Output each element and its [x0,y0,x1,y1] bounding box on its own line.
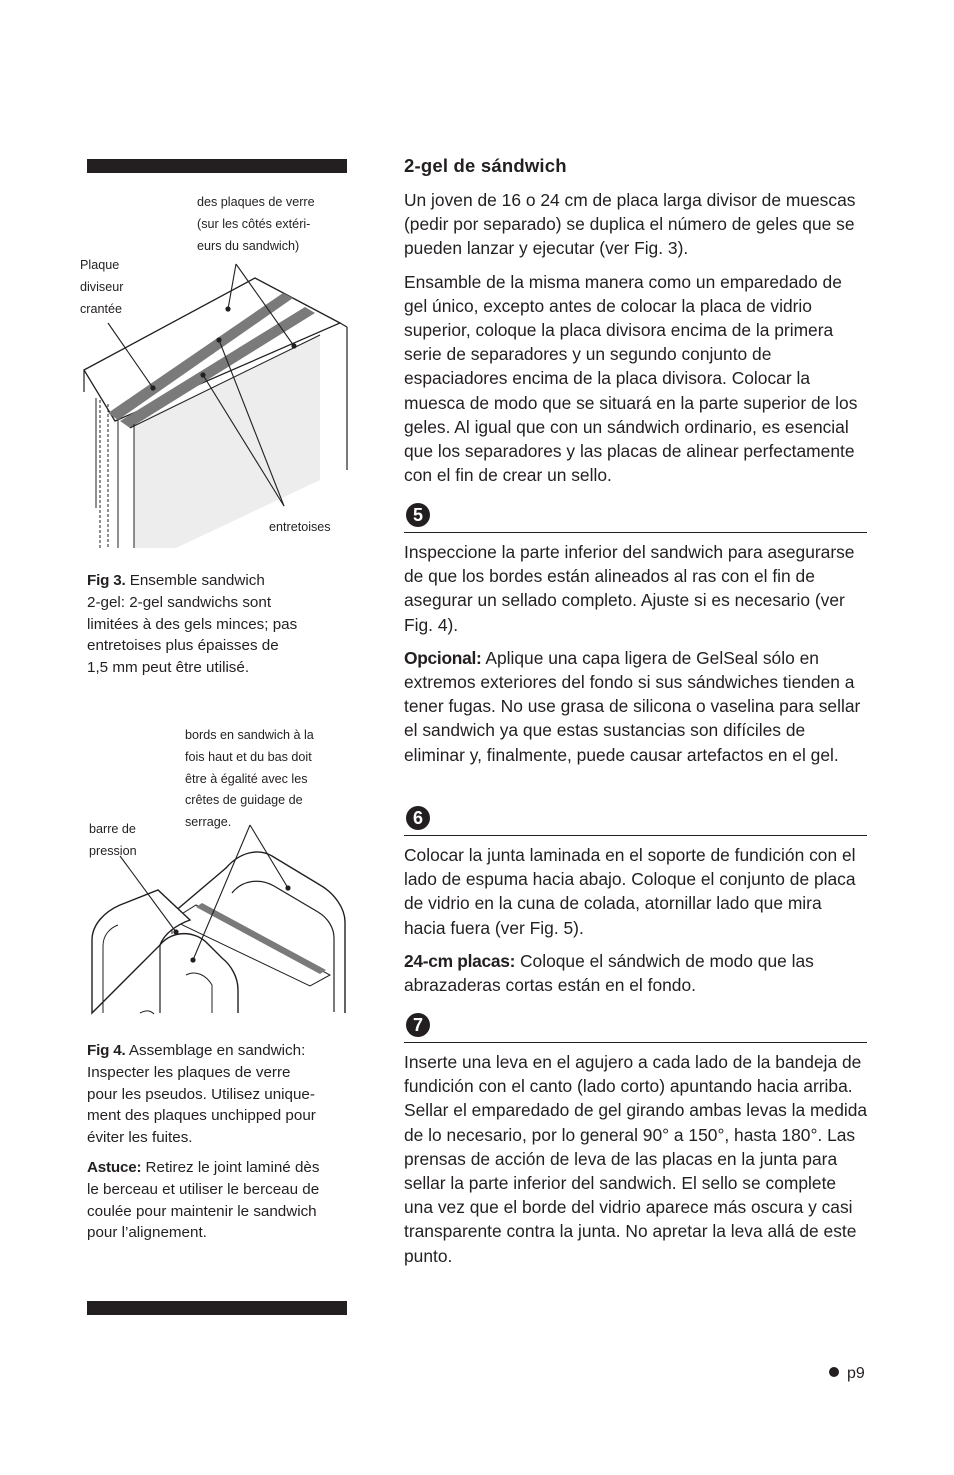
fig4-label-bar-line: barre de [89,822,136,836]
fig4-label-edges-line: fois haut et du bas doit [185,749,312,764]
note-label: Opcional: [404,647,482,668]
intro-paragraph: Ensamble de la misma manera como un emparedado de gel único, excepto antes de colocar la placa de vidrio superior, coloque la placa divisora encima de la primera serie de separadores y un segundo conjunto de espaciadores encima de la placa divisora. Colocar la muesca de modo que se situará en la parte superior de los geles. Al igual que con un sándwich ordinario, es esencial que los separadores y las placas de alinear perfectamente con el fin de crear un sello. [404,271,858,486]
step-text: Inserte una leva en el agujero a cada lado de la bandeja de fundición con el canto (lado corto) apuntando hacia arriba. Sellar el emparedado de gel girando ambas levas la medida de lo necesario, por lo general 90° a 150°, hasta 180°. Las prensas de acción de leva de las placas en la junta para sellar la parte inferior del sandwich. El sello se complete una vez que el borde del vidrio aparece más oscura y casi transparente contra la junta. No apretar la leva allá de este punto. [404,1052,868,1266]
fig4-tip-line: coulée pour maintenir le sandwich [87,1202,317,1220]
fig3-caption-line: 1,5 mm peut être utilisé. [87,659,250,677]
fig4-caption-line: ment des plaques unchipped pour [87,1107,316,1125]
fig4-label-edges-line: bords en sandwich à la [185,728,314,742]
fig4-caption-line: Inspecter les plaques de verre [87,1063,291,1081]
fig4-tip-label: Astuce: [87,1159,142,1176]
fig4-label-bar-line: pression [89,843,137,858]
note-label: 24-cm placas: [404,950,516,971]
page-number [829,1365,865,1383]
fig3-label-divider-line: Plaque [80,258,120,272]
fig3-caption-label: Fig 3. [87,572,126,589]
step-7-body [404,1050,868,1277]
step-text: Colocar la junta laminada en el soporte de fundición con el lado de espuma hacia abajo. Coloque el conjunto de placa de vidrio en la cuna de colada, atornillar lado que mira hacia fuera (ver Fig. 5). [404,845,856,938]
step-7-header [404,1013,867,1043]
step-text: Inspeccione la parte inferior del sandwich para asegurarse de que los bordes están alineados al ras con el fin de asegurar un sellado completo. Ajuste si es necesario (ver Fig. 4). [404,542,855,635]
bullet-dot-icon [829,1367,839,1377]
step-5-body [404,540,868,776]
fig4-caption-line: pour les pseudos. Utilisez unique- [87,1085,315,1103]
fig3-label-spacers: entretoises [269,520,331,534]
section-title: 2-gel de sándwich [404,155,567,176]
step-number-badge: 6 [406,806,430,830]
step-number-badge: 5 [406,503,430,527]
step-number-badge: 7 [406,1013,430,1037]
fig4-tip-line: le berceau et utiliser le berceau de [87,1180,320,1198]
fig4-label-edges-line: être à égalité avec les [185,771,308,786]
note-text: Aplique una capa ligera de GelSeal sólo en extremos exteriores del fondo si sus sándwiches tienden a tener fugas. No use grasa de silicona o vaselina para sellar el sandwich ya que estas sustancias son difíciles de eliminar y, finalmente, puede causar artefactos en el gel. [404,647,861,765]
fig3-caption-line: limitées à des gels minces; pas [87,615,298,633]
fig3-label-divider-line: crantée [80,301,123,316]
fig4-caption-label: Fig 4. [87,1042,126,1059]
note-text: Coloque el sándwich de modo que las abrazaderas cortas están en el fondo. [404,950,814,996]
step-note [404,949,868,997]
fig3-label-divider-line: diviseur [80,279,124,294]
fig3-caption-line: entretoises plus épaisses de [87,637,279,655]
intro-paragraph: Un joven de 16 o 24 cm de placa larga divisor de muescas (pedir por separado) se duplica el número de geles que se pueden lanzar y ejecutar (ver Fig. 3). [404,190,856,259]
step-5-header [404,503,867,533]
fig3-caption-line: Ensemble sandwich [125,572,265,589]
fig3-label-glass-line: (sur les côtés extéri- [197,216,311,231]
fig4-tip-line: Retirez le joint laminé dès [141,1159,320,1176]
fig4-caption-line: Assemblage en sandwich: [125,1042,306,1059]
page-number-text: p9 [847,1365,865,1382]
fig4-tip [87,1157,349,1244]
intro-text [404,188,868,496]
fig4-caption-line: éviter les fuites. [87,1129,193,1147]
fig4-tip-line: pour l’alignement. [87,1224,207,1242]
fig3-caption-line: 2-gel: 2-gel sandwichs sont [87,593,272,611]
fig3-label-glass-line: eurs du sandwich) [197,238,300,253]
step-note [404,646,868,767]
step-6-body [404,843,868,1006]
step-6-header [404,806,867,836]
fig3-label-glass-line: des plaques de verre [197,195,315,209]
fig4-label-edges-line: crêtes de guidage de [185,793,303,808]
fig4-caption [87,1040,349,1149]
fig4-label-edges-line: serrage. [185,815,232,830]
